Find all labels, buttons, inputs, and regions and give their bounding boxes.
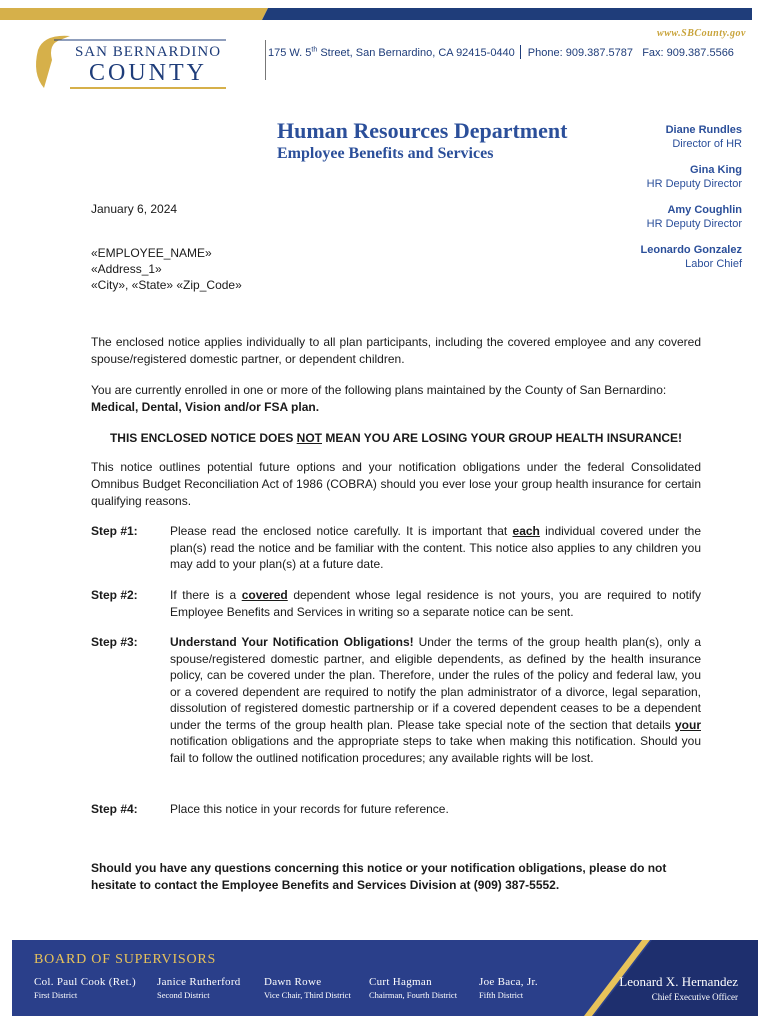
step-emphasis: covered — [241, 588, 288, 602]
supervisor-name: Joe Baca, Jr. — [479, 976, 538, 988]
step-item — [91, 801, 701, 818]
warning-after: MEAN YOU ARE LOSING YOUR GROUP HEALTH INSURANCE! — [322, 431, 683, 445]
fax-number: Fax: 909.387.5566 — [642, 47, 734, 59]
ceo-name: Leonard X. Hernandez — [619, 974, 738, 989]
paragraph-intro: The enclosed notice applies individually to all plan participants, including the covered employee and any covered spouse/registered domestic partner, or dependent children. — [91, 335, 701, 366]
enrollment-plans: Medical, Dental, Vision and/or FSA plan. — [91, 400, 320, 414]
staff-name: Diane Rundles — [665, 124, 742, 136]
address-divider — [265, 40, 266, 80]
warning-emphasis: NOT — [296, 431, 322, 445]
recipient-name: «EMPLOYEE_NAME» — [91, 246, 212, 260]
header-banner — [0, 8, 770, 20]
department-subtitle: Employee Benefits and Services — [277, 145, 494, 162]
county-logo — [30, 30, 230, 94]
supervisor — [479, 976, 538, 1000]
address-sup: th — [311, 46, 318, 54]
enrollment-text: You are currently enrolled in one or more of the following plans maintained by the County of San Bernardino: — [91, 383, 667, 397]
contact-line — [268, 45, 734, 59]
supervisor — [264, 976, 351, 1000]
letter-date: January 6, 2024 — [91, 202, 178, 216]
address-prefix: 175 W. 5 — [268, 47, 312, 59]
recipient-address: «Address_1» — [91, 262, 162, 276]
supervisor — [157, 976, 241, 1000]
supervisor-district: Vice Chair, Third District — [264, 990, 351, 1000]
recipient-block — [91, 245, 242, 293]
step-item — [91, 587, 701, 620]
step-label: Step #4: — [91, 802, 138, 816]
supervisor-name: Dawn Rowe — [264, 976, 322, 988]
staff-role: Director of HR — [672, 138, 742, 150]
ceo-title: Chief Executive Officer — [651, 992, 738, 1002]
step-item — [91, 634, 701, 766]
board-title: BOARD OF SUPERVISORS — [34, 952, 217, 967]
supervisor-district: First District — [34, 990, 78, 1000]
supervisor — [34, 976, 136, 1000]
staff-role: HR Deputy Director — [646, 178, 742, 190]
staff-role: HR Deputy Director — [646, 218, 742, 230]
paragraph-enrollment — [91, 382, 701, 416]
supervisor-district: Chairman, Fourth District — [369, 990, 458, 1000]
supervisor-name: Janice Rutherford — [157, 976, 241, 988]
staff-list — [542, 123, 742, 283]
staff-name: Gina King — [690, 164, 742, 176]
staff-entry — [542, 243, 742, 271]
step-label: Step #1: — [91, 524, 138, 538]
staff-name: Leonardo Gonzalez — [640, 244, 742, 256]
step-lead: Understand Your Notification Obligations! — [170, 635, 414, 649]
recipient-city-state-zip: «City», «State» «Zip_Code» — [91, 278, 242, 292]
staff-role: Labor Chief — [685, 258, 742, 270]
supervisor — [369, 976, 457, 1000]
supervisor-district: Second District — [157, 990, 210, 1000]
department-title: Human Resources Department — [277, 118, 568, 143]
step-text: Please read the enclosed notice carefully. It is important that each individual covered under the plan(s) read the notice and be familiar with the content. This notice also applies to any children you may add to your plan(s) at a future date. — [170, 524, 701, 571]
ceo-block — [619, 974, 738, 1002]
logo-line-1: SAN BERNARDINO — [74, 44, 222, 60]
step-text: Place this notice in your records for future reference. — [170, 802, 449, 816]
contact-separator — [520, 45, 521, 59]
step-label: Step #2: — [91, 588, 138, 602]
step-item — [91, 523, 701, 573]
supervisor-name: Curt Hagman — [369, 976, 432, 988]
staff-name: Amy Coughlin — [667, 204, 742, 216]
supervisor-name: Col. Paul Cook (Ret.) — [34, 976, 136, 988]
step-emphasis: your — [674, 717, 701, 732]
staff-entry — [542, 203, 742, 231]
website-link[interactable]: www.SBCounty.gov — [657, 28, 746, 39]
step-label: Step #3: — [91, 635, 138, 649]
notice-warning — [91, 430, 701, 447]
logo-line-2: COUNTY — [89, 60, 207, 86]
staff-entry — [542, 163, 742, 191]
address-suffix: Street, San Bernardino, CA 92415-0440 — [317, 47, 515, 59]
step-emphasis: each — [512, 524, 540, 538]
board-footer — [12, 940, 758, 1016]
closing-contact: Should you have any questions concerning this notice or your notification obligations, please do not hesitate to contact the Employee Benefits and Services Division at (909) 387-5552. — [91, 861, 667, 892]
supervisor-district: Fifth District — [479, 990, 524, 1000]
paragraph-cobra: This notice outlines potential future options and your notification obligations under the federal Consolidated Omnibus Budget Reconciliation Act of 1986 (COBRA) should you ever lose your group health insurance for certain qualifying reasons. — [91, 460, 701, 508]
phone-number: Phone: 909.387.5787 — [527, 47, 634, 59]
staff-entry — [542, 123, 742, 151]
step-text: Understand Your Notification Obligations! Under the terms of the group health plan(s), only a spouse/registered domestic partner, and eligible dependents, as defined by the health insurance policy, can be covered under the plan. Therefore, under the rules of the policy and federal law, you or a covered dependent are required to notify the plan administrator of a divorce, legal separation, dissolution of registered domestic partnership or if a covered dependent ceases to be a dependent under the terms of the group health plan. Please take special note of the section that details your notification obligations and the appropriate steps to take when making this notification. Should you fail to follow the outlined notification procedures; any available rights will be lost. — [170, 635, 701, 765]
step-text: If there is a covered dependent whose legal residence is not yours, you are required to notify Employee Benefits and Services in writing so a separate notice can be sent. — [170, 588, 701, 619]
warning-before: THIS ENCLOSED NOTICE DOES — [109, 431, 297, 445]
